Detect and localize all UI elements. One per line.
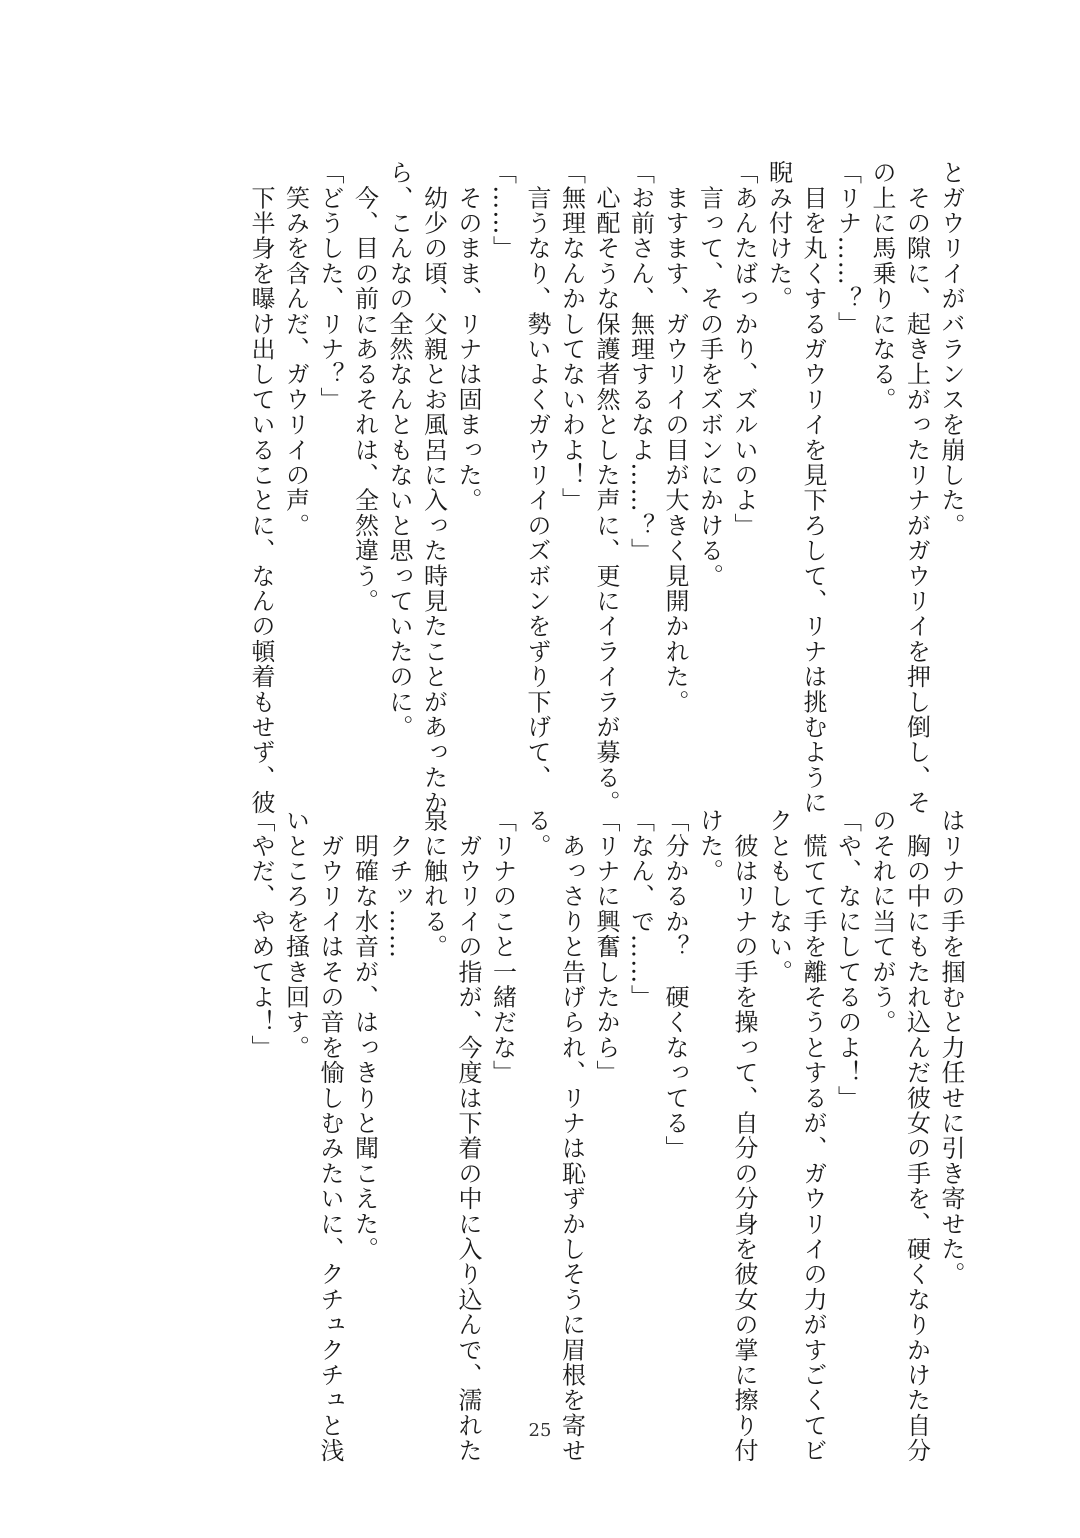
text-column: 「分かるか？ 硬くなってる」 <box>661 808 689 1161</box>
text-column: 「リナ……？」 <box>833 160 862 337</box>
text-column: ガウリイの指が、今度は下着の中に入り込んで、濡れた <box>454 808 482 1464</box>
text-column: ガウリイはその音を愉しむみたいに、クチュクチュと浅 <box>316 808 344 1464</box>
text-column: 幼少の頃、父親とお風呂に入った時見たことがあったか <box>419 160 448 816</box>
text-column: 「無理なんかしてないわよ！」 <box>557 160 586 513</box>
text-column: 言うなり、勢いよくガウリイのズボンをずり下げて、 <box>523 160 551 790</box>
text-column: のそれに当てがう。 <box>868 808 896 1035</box>
text-column: 彼はリナの手を操って、自分の分身を彼女の掌に擦り付 <box>730 808 758 1464</box>
text-column: 泉に触れる。 <box>419 808 448 960</box>
text-column: の上に馬乗りになる。 <box>868 160 896 412</box>
text-column: 「お前さん、無理するなよ……？」 <box>626 160 655 564</box>
text-column: 明確な水音が、はっきりと聞こえた。 <box>350 808 379 1262</box>
page-number: 25 <box>528 1420 552 1441</box>
text-column: とガウリイがバランスを崩した。 <box>937 160 965 538</box>
text-column: いところを掻き回す。 <box>281 808 310 1060</box>
text-column: 「リナに興奮したから」 <box>592 808 620 1086</box>
text-column: そのまま、リナは固まった。 <box>454 160 482 513</box>
text-column: 今、目の前にあるそれは、全然違う。 <box>350 160 379 614</box>
text-column: 「なん、で……」 <box>626 808 655 1010</box>
text-column: ますます、ガウリイの目が大きく見開かれた。 <box>661 160 689 715</box>
text-column: 「リナのこと一緒だな」 <box>488 808 517 1086</box>
text-column: 胸の中にもたれ込んだ彼女の手を、硬くなりかけた自分 <box>902 808 931 1464</box>
text-column: 笑みを含んだ、ガウリイの声。 <box>281 160 310 538</box>
text-column: 「……」 <box>488 160 517 261</box>
text-column: クチッ…… <box>385 808 413 960</box>
text-column: 「どうした、リナ？」 <box>316 160 344 412</box>
text-column: その隙に、起き上がったリナがガウリイを押し倒し、そ <box>902 160 931 816</box>
text-column: 「や、なにしてるのよ！」 <box>833 808 862 1111</box>
text-column: 下半身を曝け出していることに、なんの頓着もせず、彼 <box>247 160 275 816</box>
text-column: ら、こんなの全然なんともないと思っていたのに。 <box>385 160 413 740</box>
text-column: 「あんたばっかり、ズルいのよ」 <box>730 160 758 538</box>
text-column: 「やだ、やめてよ！」 <box>247 808 275 1060</box>
text-column: クともしない。 <box>764 808 793 985</box>
text-column: はリナの手を掴むと力任せに引き寄せた。 <box>937 808 965 1287</box>
text-column: る。 <box>523 808 551 859</box>
text-column: けた。 <box>695 808 724 884</box>
text-column: 言って、その手をズボンにかける。 <box>695 160 724 589</box>
upper-text-block <box>244 160 969 816</box>
text-column: 目を丸くするガウリイを見下ろして、リナは挑むように <box>799 160 827 816</box>
text-column: 睨み付けた。 <box>764 160 793 312</box>
text-column: あっさりと告げられ、リナは恥ずかしそうに眉根を寄せ <box>557 808 586 1464</box>
text-column: 慌てて手を離そうとするが、ガウリイの力がすごくてビ <box>799 808 827 1464</box>
text-column: 心配そうな保護者然とした声に、更にイライラが募る。 <box>592 160 620 816</box>
